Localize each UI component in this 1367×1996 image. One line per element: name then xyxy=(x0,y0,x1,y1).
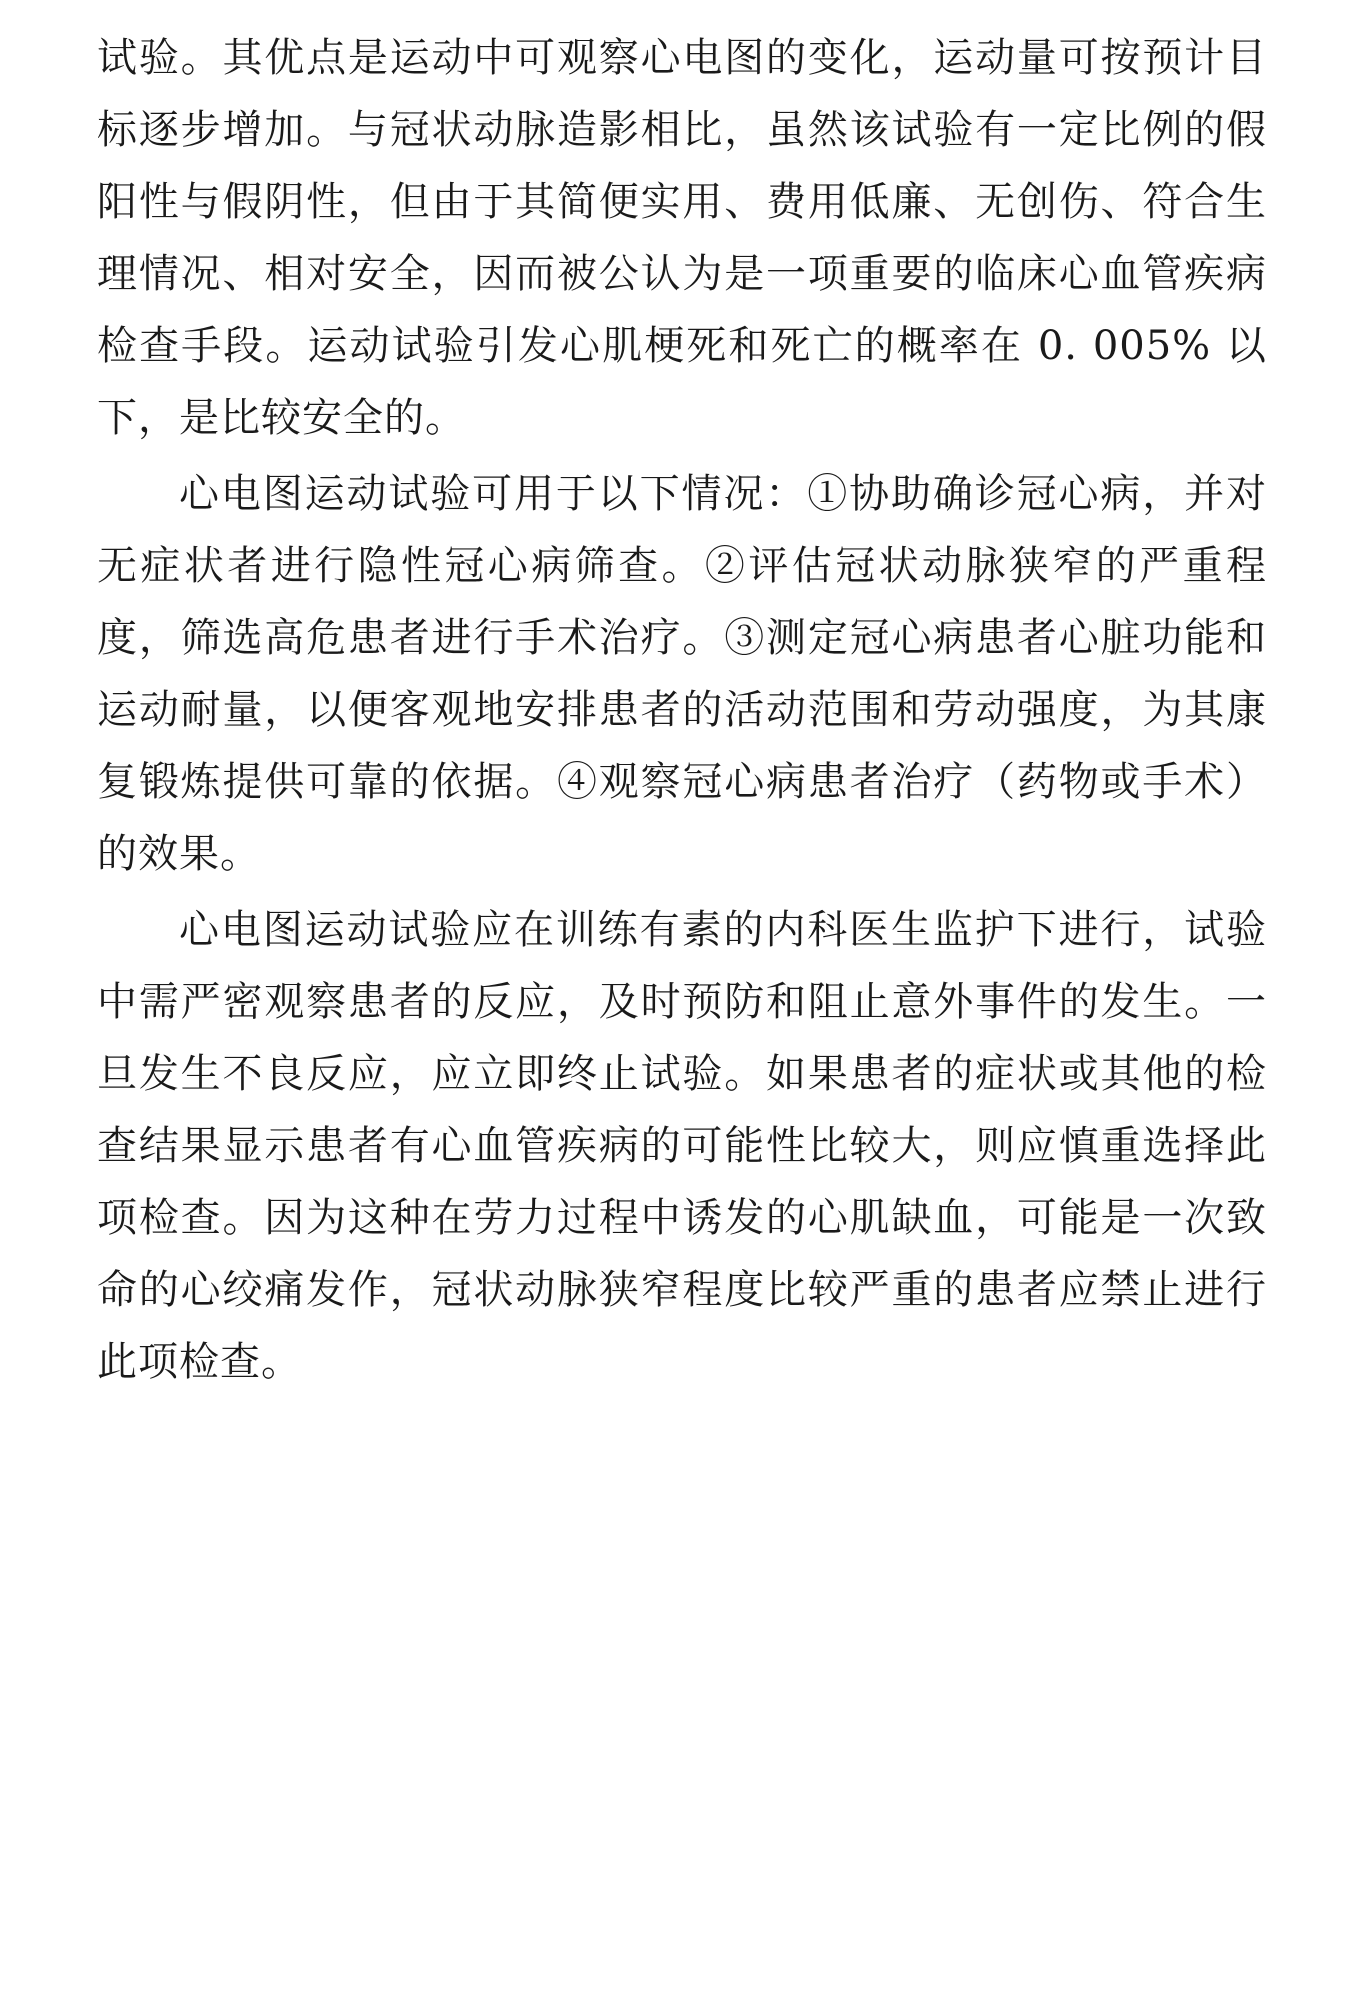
paragraph-precautions: 心电图运动试验应在训练有素的内科医生监护下进行，试验中需严密观察患者的反应，及时预防和阻止意外事件的发生。一旦发生不良反应，应立即终止试验。如果患者的症状或其他的检查结果显示患者有心血管疾病的可能性比较大，则应慎重选择此项检查。因为这种在劳力过程中诱发的心肌缺血，可能是一次致命的心绞痛发作，冠状动脉狭窄程度比较严重的患者应禁止进行此项检查。 xyxy=(97,907,1267,1385)
paragraph-indications: 心电图运动试验可用于以下情况：①协助确诊冠心病，并对无症状者进行隐性冠心病筛查。②评估冠状动脉狭窄的严重程度，筛选高危患者进行手术治疗。③测定冠心病患者心脏功能和运动耐量，以便客观地安排患者的活动范围和劳动强度，为其康复锻炼提供可靠的依据。④观察冠心病患者治疗（药物或手术）的效果。 xyxy=(97,471,1267,877)
paragraph-continuation: 试验。其优点是运动中可观察心电图的变化，运动量可按预计目标逐步增加。与冠状动脉造影相比，虽然该试验有一定比例的假阳性与假阴性，但由于其简便实用、费用低廉、无创伤、符合生理情况、相对安全，因而被公认为是一项重要的临床心血管疾病检查手段。运动试验引发心肌梗死和死亡的概率在 0. 005% 以下，是比较安全的。 xyxy=(97,35,1267,441)
document-page xyxy=(97,22,1267,1402)
